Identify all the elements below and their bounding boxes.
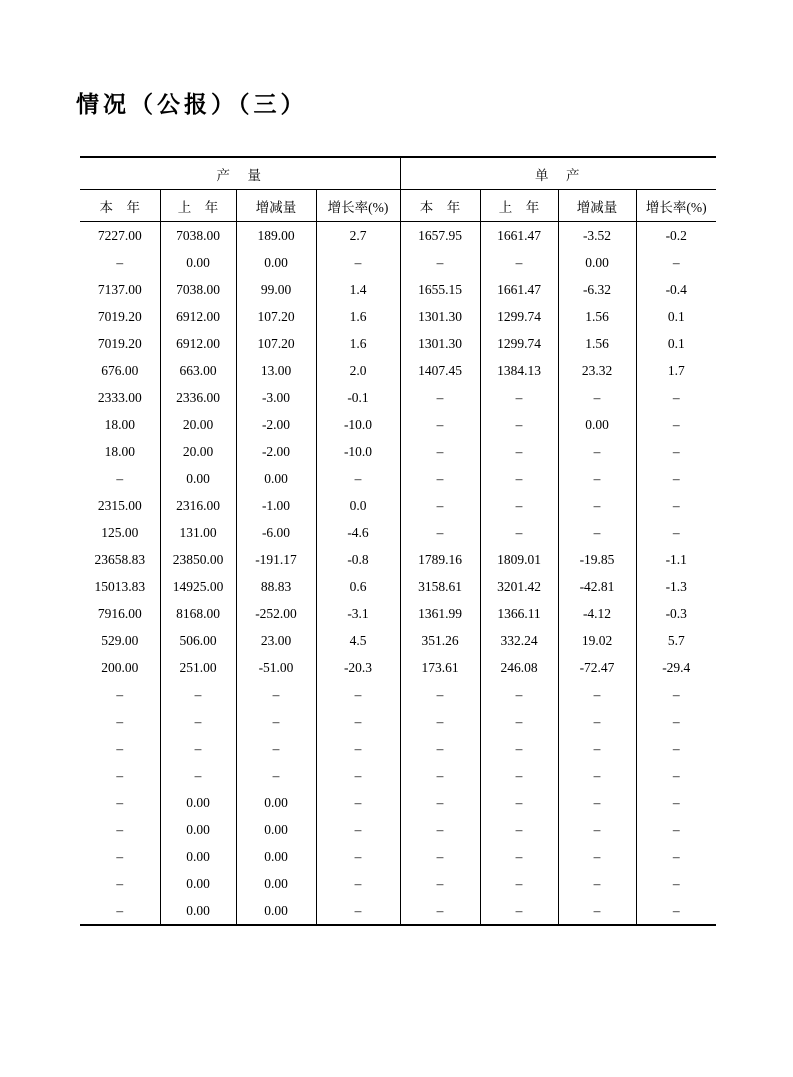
table-cell: – — [400, 870, 480, 897]
table-cell: 1361.99 — [400, 600, 480, 627]
table-cell: 0.0 — [316, 492, 400, 519]
table-cell: 0.00 — [160, 465, 236, 492]
table-cell: 506.00 — [160, 627, 236, 654]
table-cell: – — [236, 735, 316, 762]
table-cell: – — [480, 249, 558, 276]
table-cell: – — [636, 816, 716, 843]
table-row — [80, 438, 716, 465]
table-cell: 0.00 — [160, 843, 236, 870]
table-cell: – — [316, 816, 400, 843]
table-cell: 663.00 — [160, 357, 236, 384]
table-row — [80, 384, 716, 411]
table-cell: – — [636, 735, 716, 762]
table-cell: 6912.00 — [160, 330, 236, 357]
table-cell: 88.83 — [236, 573, 316, 600]
table-cell: -1.3 — [636, 573, 716, 600]
table-cell: -3.00 — [236, 384, 316, 411]
column-header: 增长率(%) — [636, 190, 716, 222]
table-cell: 1789.16 — [400, 546, 480, 573]
table-cell: -4.12 — [558, 600, 636, 627]
table-cell: – — [480, 438, 558, 465]
table-cell: – — [316, 249, 400, 276]
table-cell: -72.47 — [558, 654, 636, 681]
table-cell: – — [316, 465, 400, 492]
table-cell: -10.0 — [316, 411, 400, 438]
table-cell: – — [480, 384, 558, 411]
table-cell: – — [480, 708, 558, 735]
table-cell: 23.32 — [558, 357, 636, 384]
table-cell: 23658.83 — [94, 551, 146, 567]
table-cell: – — [558, 465, 636, 492]
table-cell: – — [636, 384, 716, 411]
table-cell: -0.2 — [636, 222, 716, 250]
table-cell: – — [400, 789, 480, 816]
table-cell: -0.1 — [316, 384, 400, 411]
table-cell: – — [316, 735, 400, 762]
table-cell: – — [116, 821, 124, 837]
column-header: 增减量 — [558, 190, 636, 222]
table-cell: 2315.00 — [97, 497, 142, 513]
table-cell: -51.00 — [236, 654, 316, 681]
table-cell: 1.6 — [316, 303, 400, 330]
table-row — [80, 627, 716, 654]
table-cell: – — [236, 762, 316, 789]
table-cell: – — [116, 470, 124, 486]
table-cell: – — [400, 708, 480, 735]
table-cell: 7916.00 — [97, 605, 142, 621]
table-cell: – — [400, 762, 480, 789]
table-cell: – — [480, 816, 558, 843]
column-header: 本 年 — [80, 190, 160, 222]
table-cell: 3201.42 — [480, 573, 558, 600]
column-group-yield: 单 产 — [400, 157, 716, 190]
table-cell: 1.4 — [316, 276, 400, 303]
column-header: 本 年 — [400, 190, 480, 222]
table-cell: – — [400, 519, 480, 546]
table-cell: – — [636, 870, 716, 897]
table-cell: – — [636, 762, 716, 789]
table-cell: -10.0 — [316, 438, 400, 465]
table-cell: – — [316, 843, 400, 870]
column-header: 上 年 — [160, 190, 236, 222]
table-cell: – — [480, 789, 558, 816]
table-cell: 1301.30 — [400, 303, 480, 330]
table-row — [80, 600, 716, 627]
table-cell: 3158.61 — [400, 573, 480, 600]
table-cell: – — [636, 789, 716, 816]
column-header: 上 年 — [480, 190, 558, 222]
page-title: 情况（公报）（三） — [76, 92, 308, 117]
table-cell: – — [316, 681, 400, 708]
table-row — [80, 492, 716, 519]
table-cell: 200.00 — [101, 659, 139, 675]
table-cell: – — [116, 713, 124, 729]
table-cell: -2.00 — [236, 411, 316, 438]
table-row — [80, 357, 716, 384]
table-cell: 2336.00 — [160, 384, 236, 411]
column-header: 增减量 — [236, 190, 316, 222]
table-cell: 1299.74 — [480, 330, 558, 357]
table-cell: – — [400, 816, 480, 843]
table-cell: – — [236, 681, 316, 708]
table-cell: – — [636, 249, 716, 276]
table-row — [80, 330, 716, 357]
table-cell: -2.00 — [236, 438, 316, 465]
table-cell: 7019.20 — [97, 308, 142, 324]
table-cell: 0.00 — [160, 870, 236, 897]
table-cell: 246.08 — [480, 654, 558, 681]
table-cell: – — [400, 384, 480, 411]
table-cell: 0.00 — [236, 897, 316, 925]
table-row — [80, 411, 716, 438]
table-cell: 1.56 — [558, 330, 636, 357]
table-cell: 23850.00 — [160, 546, 236, 573]
table-cell: – — [636, 492, 716, 519]
table-cell: 19.02 — [558, 627, 636, 654]
table-cell: – — [480, 411, 558, 438]
table-cell: – — [116, 767, 124, 783]
table-cell: 0.00 — [160, 816, 236, 843]
table-cell: – — [636, 897, 716, 925]
table-cell: – — [400, 735, 480, 762]
table-cell: – — [316, 762, 400, 789]
table-cell: – — [480, 735, 558, 762]
table-cell: – — [480, 897, 558, 925]
table-cell: -42.81 — [558, 573, 636, 600]
table-cell: – — [558, 897, 636, 925]
table-row — [80, 276, 716, 303]
table-cell: – — [316, 897, 400, 925]
table-cell: 131.00 — [160, 519, 236, 546]
table-cell: 0.1 — [636, 330, 716, 357]
table-cell: – — [480, 465, 558, 492]
table-row — [80, 762, 716, 789]
table-cell: 1384.13 — [480, 357, 558, 384]
table-row — [80, 843, 716, 870]
table-cell: 0.00 — [236, 816, 316, 843]
table-cell: – — [558, 735, 636, 762]
table-cell: -1.00 — [236, 492, 316, 519]
table-cell: – — [160, 681, 236, 708]
column-header-row — [80, 190, 716, 222]
table-header — [80, 157, 716, 222]
table-cell: 7227.00 — [97, 227, 142, 243]
table-cell: – — [400, 843, 480, 870]
table-cell: -6.32 — [558, 276, 636, 303]
table-cell: 1299.74 — [480, 303, 558, 330]
table-cell: 1809.01 — [480, 546, 558, 573]
table-cell: 7019.20 — [97, 335, 142, 351]
table-cell: 1.56 — [558, 303, 636, 330]
table-cell: 0.00 — [558, 249, 636, 276]
table-row — [80, 465, 716, 492]
table-cell: 5.7 — [636, 627, 716, 654]
table-cell: – — [558, 681, 636, 708]
table-row — [80, 789, 716, 816]
table-cell: -0.8 — [316, 546, 400, 573]
table-cell: – — [636, 681, 716, 708]
table-cell: – — [316, 708, 400, 735]
table-cell: – — [636, 465, 716, 492]
table-cell: -191.17 — [236, 546, 316, 573]
table-cell: 2.7 — [316, 222, 400, 250]
table-cell: – — [160, 762, 236, 789]
table-row — [80, 519, 716, 546]
group-header-row — [80, 157, 716, 190]
table-cell: 15013.83 — [94, 578, 146, 594]
statistics-table — [80, 156, 716, 926]
table-cell: 1661.47 — [480, 276, 558, 303]
table-cell: -19.85 — [558, 546, 636, 573]
table-cell: 1657.95 — [400, 222, 480, 250]
table-cell: – — [400, 411, 480, 438]
table-cell: – — [316, 789, 400, 816]
table-cell: 0.6 — [316, 573, 400, 600]
table-cell: 7038.00 — [160, 222, 236, 250]
table-cell: 1.7 — [636, 357, 716, 384]
table-cell: 1655.15 — [400, 276, 480, 303]
table-cell: – — [400, 681, 480, 708]
table-cell: 0.00 — [236, 870, 316, 897]
table-cell: 4.5 — [316, 627, 400, 654]
table-cell: – — [480, 519, 558, 546]
table-cell: – — [558, 843, 636, 870]
table-body — [80, 222, 716, 926]
table-row — [80, 897, 716, 925]
table-cell: 18.00 — [104, 416, 135, 432]
table-cell: -4.6 — [316, 519, 400, 546]
table-cell: -6.00 — [236, 519, 316, 546]
table-cell: – — [316, 870, 400, 897]
table-cell: – — [160, 708, 236, 735]
table-cell: 0.1 — [636, 303, 716, 330]
table-cell: – — [558, 492, 636, 519]
table-cell: 0.00 — [236, 789, 316, 816]
table-cell: -0.4 — [636, 276, 716, 303]
table-cell: – — [480, 843, 558, 870]
table-row — [80, 654, 716, 681]
table-cell: 23.00 — [236, 627, 316, 654]
table-cell: – — [160, 735, 236, 762]
table-cell: – — [480, 681, 558, 708]
table-cell: – — [480, 870, 558, 897]
table-cell: – — [636, 438, 716, 465]
table-cell: 1.6 — [316, 330, 400, 357]
table-cell: 20.00 — [160, 411, 236, 438]
table-row — [80, 303, 716, 330]
table-cell: 107.20 — [236, 330, 316, 357]
table-cell: 173.61 — [400, 654, 480, 681]
table-cell: 125.00 — [101, 524, 139, 540]
table-cell: 8168.00 — [160, 600, 236, 627]
table-cell: – — [636, 411, 716, 438]
table-row — [80, 816, 716, 843]
table-cell: -3.52 — [558, 222, 636, 250]
table-cell: – — [116, 686, 124, 702]
table-cell: 20.00 — [160, 438, 236, 465]
table-cell: – — [636, 708, 716, 735]
table-cell: – — [116, 875, 124, 891]
table-row — [80, 735, 716, 762]
table-cell: -29.4 — [636, 654, 716, 681]
table-cell: 529.00 — [101, 632, 139, 648]
table-cell: – — [116, 740, 124, 756]
table-cell: – — [116, 254, 124, 270]
table-cell: – — [558, 816, 636, 843]
table-cell: 1301.30 — [400, 330, 480, 357]
table-row — [80, 249, 716, 276]
table-cell: 1661.47 — [480, 222, 558, 250]
column-group-production: 产 量 — [80, 157, 400, 190]
table-cell: 0.00 — [236, 465, 316, 492]
table-cell: 14925.00 — [160, 573, 236, 600]
table-cell: – — [400, 438, 480, 465]
table-cell: 18.00 — [104, 443, 135, 459]
table-cell: – — [116, 902, 124, 918]
table-cell: 0.00 — [236, 249, 316, 276]
table-cell: – — [480, 762, 558, 789]
table-cell: 0.00 — [160, 789, 236, 816]
table-cell: 189.00 — [236, 222, 316, 250]
table-cell: 6912.00 — [160, 303, 236, 330]
table-cell: – — [558, 789, 636, 816]
table-cell: -252.00 — [236, 600, 316, 627]
table-row — [80, 573, 716, 600]
table-cell: – — [480, 492, 558, 519]
table-cell: 251.00 — [160, 654, 236, 681]
table-cell: 332.24 — [480, 627, 558, 654]
table-cell: 13.00 — [236, 357, 316, 384]
table-cell: – — [558, 708, 636, 735]
table-cell: – — [236, 708, 316, 735]
table-cell: 676.00 — [101, 362, 139, 378]
table-cell: – — [400, 897, 480, 925]
table-cell: -3.1 — [316, 600, 400, 627]
table-cell: – — [400, 465, 480, 492]
table-cell: 99.00 — [236, 276, 316, 303]
table-cell: -0.3 — [636, 600, 716, 627]
table-row — [80, 681, 716, 708]
table-cell: 1366.11 — [480, 600, 558, 627]
table-cell: 107.20 — [236, 303, 316, 330]
table-cell: 1407.45 — [400, 357, 480, 384]
table-cell: 2316.00 — [160, 492, 236, 519]
table-row — [80, 546, 716, 573]
table-cell: – — [558, 438, 636, 465]
table-cell: – — [116, 794, 124, 810]
table-cell: 7137.00 — [97, 281, 142, 297]
table-cell: – — [116, 848, 124, 864]
table-cell: – — [400, 249, 480, 276]
table-cell: 0.00 — [558, 411, 636, 438]
table-cell: 0.00 — [160, 897, 236, 925]
table-row — [80, 870, 716, 897]
table-row — [80, 222, 716, 250]
table-cell: – — [558, 384, 636, 411]
table-row — [80, 708, 716, 735]
table-cell: -20.3 — [316, 654, 400, 681]
table-cell: – — [636, 843, 716, 870]
table-cell: 0.00 — [160, 249, 236, 276]
table-cell: 2333.00 — [97, 389, 142, 405]
table-cell: 351.26 — [400, 627, 480, 654]
table-cell: – — [558, 519, 636, 546]
table-cell: – — [558, 762, 636, 789]
table-cell: 2.0 — [316, 357, 400, 384]
table-cell: 7038.00 — [160, 276, 236, 303]
table-cell: – — [558, 870, 636, 897]
table-cell: – — [636, 519, 716, 546]
column-header: 增长率(%) — [316, 190, 400, 222]
table-cell: 0.00 — [236, 843, 316, 870]
table-cell: -1.1 — [636, 546, 716, 573]
table-cell: – — [400, 492, 480, 519]
